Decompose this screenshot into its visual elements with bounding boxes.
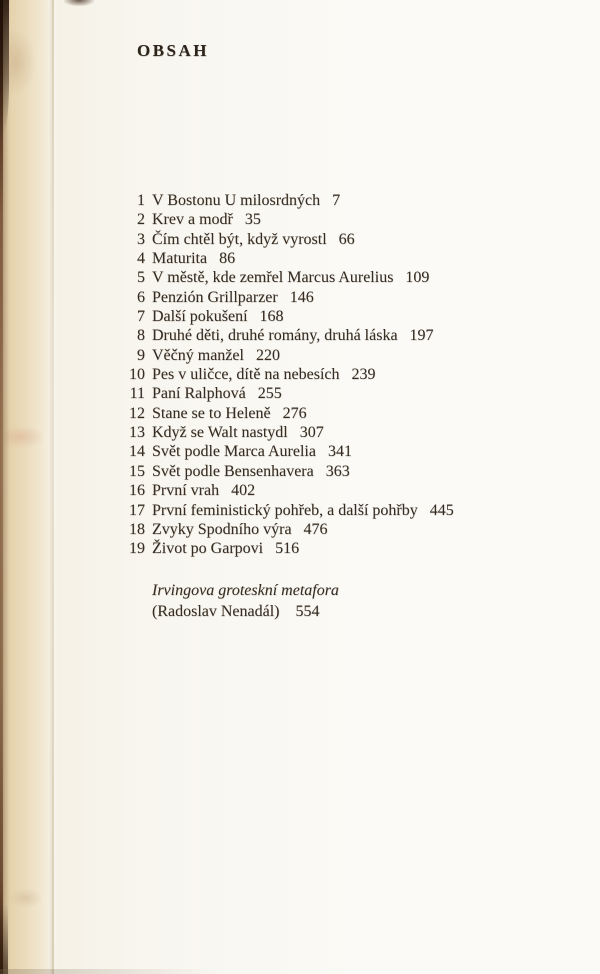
chapter-page-number: 363	[325, 462, 350, 480]
top-edge-smudge	[64, 0, 94, 6]
chapter-title: V Bostonu U milosrdných	[152, 192, 321, 209]
afterword-author: (Radoslav Nenadál)	[152, 602, 280, 620]
chapter-number: 7	[137, 308, 145, 326]
toc-entry	[123, 539, 454, 558]
chapter-title: Svět podle Bensenhavera	[152, 462, 314, 480]
chapter-number: 15	[129, 462, 145, 480]
chapter-number: 10	[129, 366, 145, 384]
afterword-author-line	[152, 602, 339, 623]
chapter-page-number: 86	[219, 250, 236, 268]
chapter-number: 12	[129, 404, 145, 422]
chapter-title: Penzión Grillparzer	[152, 288, 278, 306]
chapter-title: Svět podle Marca Aurelia	[152, 443, 316, 461]
chapter-title: Druhé děti, druhé romány, druhá láska	[152, 327, 398, 345]
chapter-title: Další pokušení	[152, 308, 248, 326]
toc-entry	[123, 365, 454, 384]
contents-heading: OBSAH	[137, 41, 210, 60]
toc-entry	[123, 423, 454, 442]
table-of-contents	[123, 191, 454, 559]
toc-entry	[123, 307, 454, 326]
spine-edge-line	[0, 0, 3, 974]
afterword-title: Irvingova groteskní metafora	[152, 582, 339, 599]
chapter-number: 19	[129, 540, 145, 558]
chapter-title: První feministický pohřeb, a další pohřby	[152, 501, 418, 519]
toc-entry	[123, 520, 454, 539]
chapter-number: 16	[129, 482, 145, 500]
chapter-number: 2	[137, 211, 145, 229]
toc-entry	[123, 210, 454, 229]
chapter-page-number: 402	[231, 482, 256, 500]
chapter-number: 1	[137, 192, 145, 209]
toc-entry	[123, 384, 454, 403]
chapter-title: Zvyky Spodního výra	[152, 520, 292, 538]
chapter-title: Věčný manžel	[152, 346, 244, 364]
toc-entry	[123, 481, 454, 500]
toc-entry	[123, 501, 454, 520]
chapter-title: První vrah	[152, 482, 220, 500]
chapter-number: 8	[137, 327, 145, 345]
chapter-page-number: 341	[327, 443, 352, 461]
chapter-title: Paní Ralphová	[152, 385, 246, 403]
chapter-number: 18	[129, 520, 145, 538]
chapter-page-number: 109	[405, 269, 430, 287]
chapter-page-number: 276	[282, 404, 307, 422]
chapter-number: 6	[137, 288, 145, 306]
chapter-title: Život po Garpovi	[152, 540, 264, 558]
chapter-page-number: 7	[332, 192, 341, 209]
afterword-page-number: 554	[295, 602, 320, 620]
chapter-page-number: 35	[244, 211, 261, 229]
toc-entry	[123, 404, 454, 423]
chapter-page-number: 239	[351, 366, 376, 384]
toc-entry	[123, 326, 454, 345]
chapter-page-number: 255	[257, 385, 282, 403]
chapter-title: Krev a modř	[152, 211, 233, 229]
chapter-title: Stane se to Heleně	[152, 404, 271, 422]
chapter-page-number: 307	[299, 424, 324, 442]
chapter-page-number: 197	[409, 327, 434, 345]
chapter-title: Čím chtěl být, když vyrostl	[152, 230, 327, 248]
bottom-edge-shadow	[0, 969, 220, 974]
toc-entry	[123, 442, 454, 461]
chapter-title: Pes v uličce, dítě na nebesích	[152, 366, 340, 384]
chapter-page-number: 476	[303, 520, 328, 538]
chapter-page-number: 445	[429, 501, 454, 519]
toc-entry	[123, 288, 454, 307]
toc-entry	[123, 268, 454, 287]
chapter-number: 17	[129, 501, 145, 519]
chapter-number: 11	[129, 385, 145, 403]
chapter-title: Maturita	[152, 250, 208, 268]
chapter-page-number: 516	[275, 540, 300, 558]
toc-entry	[123, 230, 454, 249]
chapter-number: 14	[129, 443, 145, 461]
chapter-number: 9	[137, 346, 145, 364]
chapter-page-number: 146	[289, 288, 314, 306]
chapter-title: V městě, kde zemřel Marcus Aurelius	[152, 269, 394, 287]
toc-entry	[123, 191, 454, 210]
chapter-number: 13	[129, 424, 145, 442]
page-crease-line	[52, 0, 54, 974]
afterword-block	[152, 581, 339, 622]
chapter-number: 5	[137, 269, 145, 287]
toc-entry	[123, 249, 454, 268]
toc-entry	[123, 462, 454, 481]
chapter-number: 4	[137, 250, 145, 268]
chapter-page-number: 168	[259, 308, 284, 326]
chapter-page-number: 220	[255, 346, 280, 364]
chapter-title: Když se Walt nastydl	[152, 424, 288, 442]
chapter-number: 3	[137, 230, 145, 248]
toc-entry	[123, 346, 454, 365]
spine-edge-bottom-dark	[0, 904, 8, 974]
chapter-page-number: 66	[338, 230, 355, 248]
